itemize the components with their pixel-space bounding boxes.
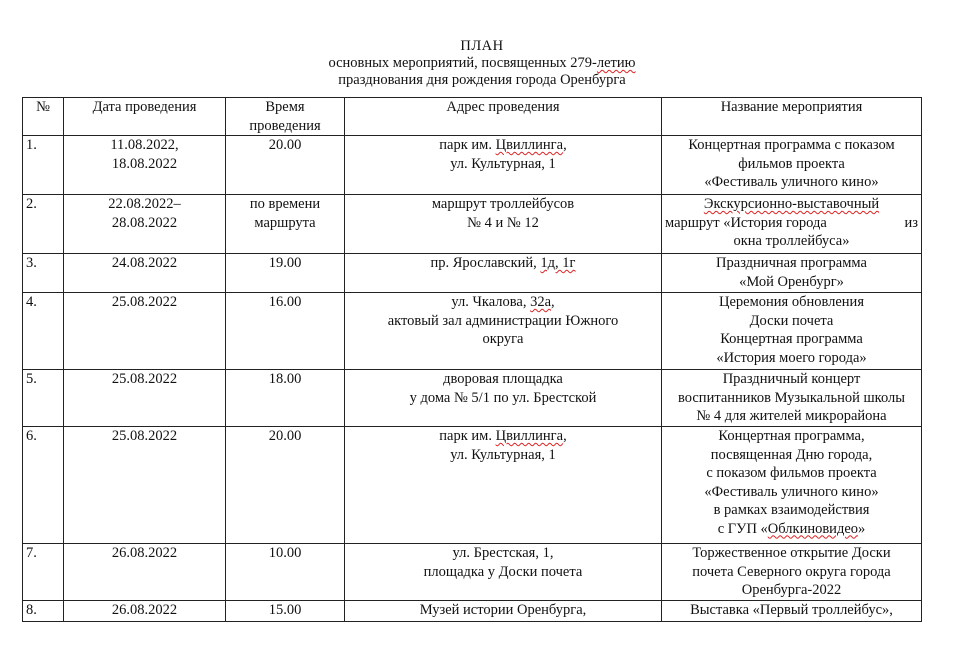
address-line: № 4 и № 12: [467, 214, 539, 231]
title-heading: ПЛАН: [460, 38, 504, 54]
title-subtitle-text: основных мероприятий, посвященных 279-: [328, 55, 597, 71]
row-event-name: [662, 293, 922, 370]
row-address: [345, 601, 662, 622]
table-row: [23, 601, 922, 622]
event-name-line: «Мой Оренбург»: [739, 273, 844, 290]
title-subtitle-spellcheck-word: летию: [596, 55, 636, 71]
spellcheck-word: Цвиллинга: [495, 428, 564, 444]
spellcheck-word: 1д, 1г: [540, 255, 576, 271]
row-time: [226, 136, 345, 195]
address-line: пр. Ярославский, 1д, 1г: [430, 255, 576, 271]
row-time: [226, 601, 345, 622]
time-line: 10.00: [268, 545, 302, 561]
table-row: [23, 370, 922, 427]
address-line: маршрут троллейбусов: [431, 196, 575, 212]
address-line: у дома № 5/1 по ул. Брестской: [409, 389, 597, 406]
date-line: 25.08.2022: [111, 428, 178, 444]
row-time: [226, 370, 345, 427]
row-event-name: [662, 601, 922, 622]
event-name-line: почета Северного округа города: [692, 563, 891, 580]
events-plan-table: [22, 97, 922, 622]
row-event-name: [662, 136, 922, 195]
title-subtitle-line: [0, 55, 964, 72]
spellcheck-word: 32а: [530, 294, 552, 310]
date-line: 11.08.2022,: [110, 137, 179, 153]
row-date: [64, 544, 226, 601]
header-date: Дата проведения: [64, 98, 226, 136]
table-header-row: [23, 98, 922, 136]
event-name-line: Экскурсионно-выставочный: [703, 196, 880, 212]
time-line: 15.00: [268, 602, 302, 618]
address-line: парк им. Цвиллинга,: [439, 428, 567, 444]
event-name-line: с показом фильмов проекта: [706, 465, 877, 481]
title-subtitle-city: празднования дня рождения города Оренбурга: [338, 72, 626, 88]
row-date: [64, 195, 226, 254]
time-line: 18.00: [268, 371, 302, 387]
event-name-line: Праздничная программа: [716, 255, 867, 271]
row-address: [345, 136, 662, 195]
row-number: 4.: [23, 293, 64, 370]
event-name-line: Выставка «Первый троллейбус»,: [690, 602, 893, 618]
address-line: ул. Культурная, 1: [450, 155, 556, 172]
row-address: [345, 195, 662, 254]
event-name-line: с ГУП «Облкиновидео»: [717, 520, 866, 537]
event-name-line: воспитанников Музыкальной школы: [678, 389, 905, 406]
time-line: 20.00: [268, 137, 302, 153]
row-time: [226, 427, 345, 544]
row-event-name: [662, 544, 922, 601]
event-name-line: Концертная программа,: [718, 428, 865, 444]
header-event-name: Название мероприятия: [662, 98, 922, 136]
time-line: маршрута: [254, 214, 316, 231]
document-title: [0, 38, 964, 89]
row-time: [226, 293, 345, 370]
time-line: 20.00: [268, 428, 302, 444]
event-name-line: «Фестиваль уличного кино»: [704, 483, 879, 500]
event-name-line: окна троллейбуса»: [733, 233, 850, 249]
row-time: [226, 195, 345, 254]
event-name-line: Праздничный концерт: [722, 371, 861, 387]
row-address: [345, 293, 662, 370]
row-date: [64, 427, 226, 544]
event-name-line: посвященная Дню города,: [710, 446, 873, 463]
row-date: [64, 254, 226, 293]
date-line: 22.08.2022–: [108, 196, 181, 212]
address-line: дворовая площадка: [443, 371, 563, 387]
address-line: ул. Культурная, 1: [450, 446, 556, 463]
spellcheck-word: Цвиллинга: [495, 137, 564, 153]
address-line: площадка у Доски почета: [423, 563, 583, 580]
row-number: 1.: [23, 136, 64, 195]
address-line: парк им. Цвиллинга,: [439, 137, 567, 153]
row-event-name: [662, 195, 922, 254]
event-name-line: Концертная программа: [720, 331, 863, 347]
row-address: [345, 254, 662, 293]
event-name-line: в рамках взаимодействия: [713, 502, 870, 518]
table-row: [23, 195, 922, 254]
event-name-line: Концертная программа с показом: [688, 137, 895, 153]
address-line: Музей истории Оренбурга,: [419, 602, 587, 618]
row-date: [64, 370, 226, 427]
row-time: [226, 254, 345, 293]
event-name-line-start: маршрут «История города: [665, 214, 827, 231]
table-row: [23, 427, 922, 544]
event-name-line: Доски почета: [749, 312, 834, 329]
date-line: 24.08.2022: [111, 255, 178, 271]
event-name-line: № 4 для жителей микрорайона: [696, 408, 887, 424]
table-row: [23, 544, 922, 601]
table-row: [23, 136, 922, 195]
header-address: Адрес проведения: [345, 98, 662, 136]
event-name-line: «История моего города»: [716, 349, 867, 366]
event-name-line: фильмов проекта: [738, 155, 845, 172]
row-date: [64, 601, 226, 622]
date-line: 26.08.2022: [111, 545, 178, 561]
spellcheck-word: Облкиновидео: [767, 520, 859, 537]
event-name-line-end: из: [904, 214, 918, 231]
event-name-line: Торжественное открытие Доски: [692, 545, 891, 561]
row-event-name: [662, 254, 922, 293]
row-address: [345, 427, 662, 544]
date-line: 25.08.2022: [111, 294, 178, 310]
time-line: по времени: [249, 196, 321, 212]
address-line: округа: [482, 331, 524, 347]
row-event-name: [662, 427, 922, 544]
event-name-line: Оренбурга-2022: [741, 582, 842, 598]
date-line: 18.08.2022: [111, 155, 178, 172]
event-name-line: «Фестиваль уличного кино»: [704, 174, 879, 190]
event-name-line: Церемония обновления: [719, 294, 864, 310]
header-number: №: [23, 98, 64, 136]
row-event-name: [662, 370, 922, 427]
address-line: ул. Брестская, 1,: [452, 545, 554, 561]
row-address: [345, 370, 662, 427]
date-line: 28.08.2022: [111, 214, 178, 231]
time-line: 16.00: [268, 294, 302, 310]
time-line: 19.00: [268, 255, 302, 271]
row-address: [345, 544, 662, 601]
address-line: ул. Чкалова, 32а,: [451, 294, 555, 310]
row-number: 5.: [23, 370, 64, 427]
date-line: 25.08.2022: [111, 371, 178, 387]
row-number: 8.: [23, 601, 64, 622]
row-date: [64, 136, 226, 195]
row-number: 7.: [23, 544, 64, 601]
row-time: [226, 544, 345, 601]
table-row: [23, 293, 922, 370]
event-name-justified-line: [665, 214, 918, 233]
address-line: актовый зал администрации Южного: [387, 312, 619, 329]
row-number: 6.: [23, 427, 64, 544]
row-number: 3.: [23, 254, 64, 293]
header-time: Время проведения: [226, 98, 345, 136]
row-date: [64, 293, 226, 370]
row-number: 2.: [23, 195, 64, 254]
table-row: [23, 254, 922, 293]
date-line: 26.08.2022: [111, 602, 178, 618]
